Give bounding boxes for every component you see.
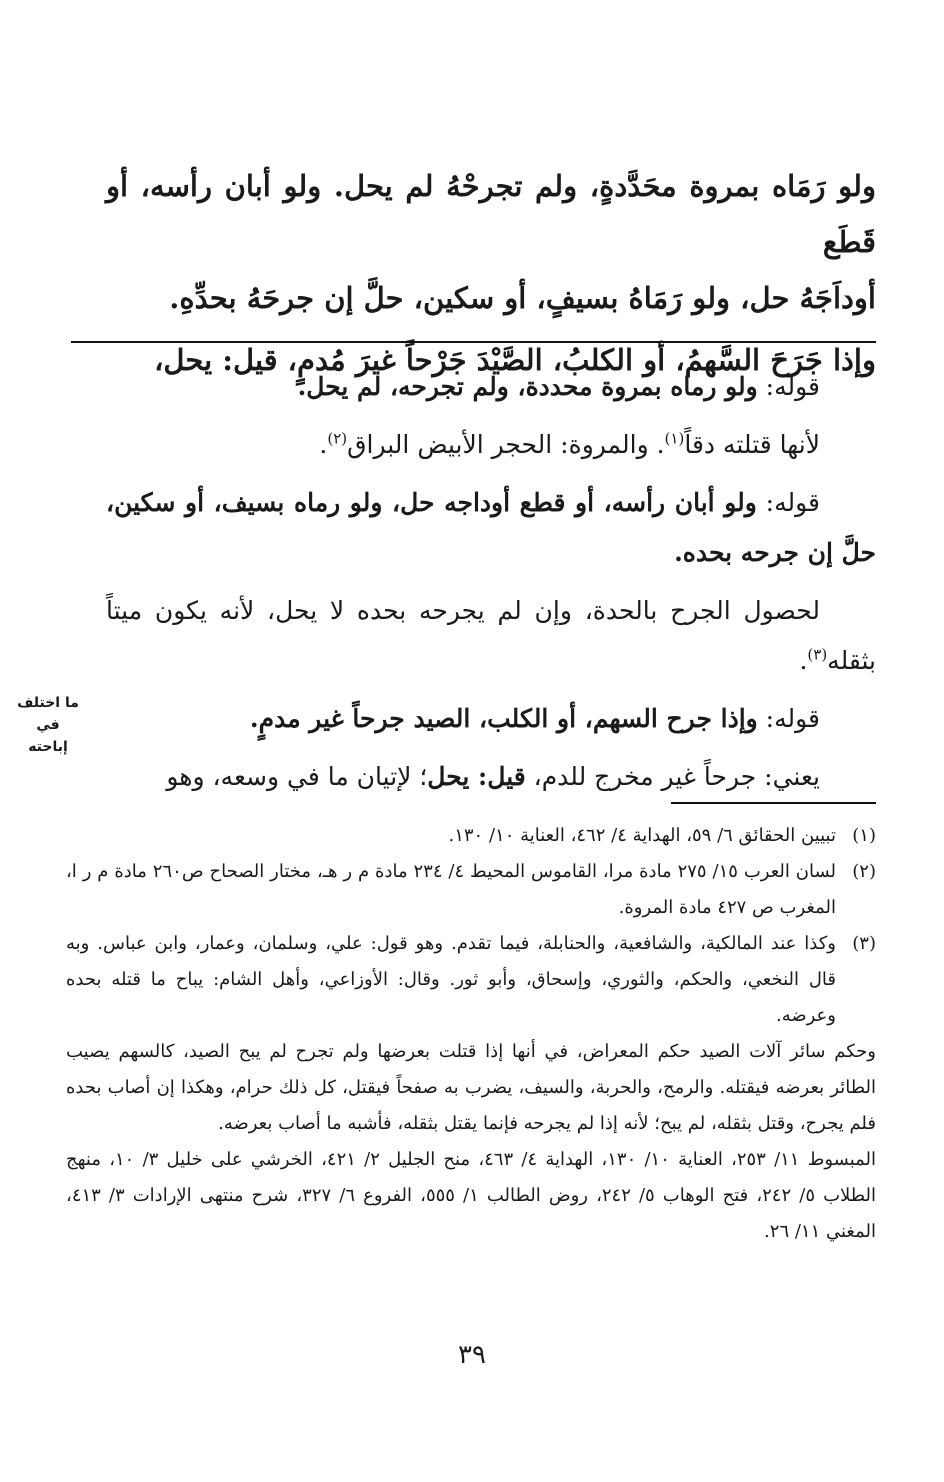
footnote-text: تبيين الحقائق ٦/ ٥٩، الهداية ٤/ ٤٦٢، العناية ١٠/ ١٣٠. — [448, 825, 836, 846]
footnotes-block — [66, 818, 876, 1250]
margin-heading-line: ما اختلف — [17, 695, 79, 711]
quote-prefix: قوله: — [757, 704, 820, 733]
commentary-paragraph — [106, 694, 876, 744]
footnote — [66, 818, 876, 854]
footnote-number: (١) — [852, 825, 876, 846]
commentary-paragraph — [106, 752, 876, 802]
quoted-text: وإذا جرح السهم، أو الكلب، الصيد جرحاً غير مدمٍ. — [249, 704, 758, 733]
footnote-divider — [671, 802, 876, 804]
footnote-text: المبسوط ١١/ ٢٥٣، العناية ١٠/ ١٣٠، الهداية ٤/ ٤٦٣، منح الجليل ٢/ ٤٢١، الخرشي على خليل ٣/ ١٠، منهج الطلاب ٥/ ٢٤٢، فتح الوهاب ٥/ ٢٤٢، روض الطالب ١/ ٥٥٥، الفروع ٦/ ٣٢٧، شرح منتهى الإرادات ٣/ ٤١٣، المغني ١١/ ٢٦. — [66, 1149, 877, 1242]
quoted-text: ولو رماه بمروة محددة، ولم تجرحه، لم يحل. — [297, 372, 758, 401]
commentary-text: . — [799, 646, 808, 675]
footnote — [66, 926, 876, 1250]
quoted-text: قيل: يحل — [427, 762, 526, 791]
main-text-line: أوداَجَهُ حل، ولو رَمَاهُ بسيفٍ، أو سكين، حلَّ إن جرحَهُ بحدِّهِ. — [169, 281, 876, 315]
commentary-text: لحصول الجرح بالحدة، وإن لم يجرحه بحده لا يحل، لأنه يكون ميتاً بثقله — [106, 596, 876, 675]
commentary-paragraph — [106, 586, 876, 686]
main-text-line: وإذا جَرَحَ السَّهمُ، أو الكلبُ، الصَّيْدَ جَرْحاً غيرَ مُدمٍ، قيل: يحل، — [154, 343, 876, 377]
footnote-number: (٣) — [852, 933, 876, 954]
quoted-text: ولو أبان رأسه، أو قطع أوداجه حل، ولو رماه بسيف، أو سكين، حلَّ إن جرحه بحده. — [106, 488, 876, 567]
commentary-paragraph — [106, 420, 876, 470]
margin-heading-line: في — [36, 717, 60, 733]
footnote-text: وكذا عند المالكية، والشافعية، والحنابلة، فيما تقدم. وهو قول: علي، وسلمان، وعمار، وابن عباس. وبه قال النخعي، والحكم، والثوري، وإسحاق، وأبو ثور. وقال: الأوزاعي، وأهل الشام: يباح ما قتله بحده وعرضه. — [66, 933, 836, 1026]
commentary-text: ؛ لإتيان ما في وسعه، وهو — [166, 762, 428, 791]
quote-prefix: قوله: — [757, 372, 820, 401]
commentary-text: يعني: جرحاً غير مخرج للدم، — [525, 762, 820, 791]
footnote-ref: (٢) — [327, 429, 348, 448]
commentary-paragraph — [106, 362, 876, 412]
footnote-text: وحكم سائر آلات الصيد حكم المعراض، في أنها إذا قتلت بعرضها ولم تجرح لم يبح الصيد، كالسهم يصيب الطائر بعرضه فيقتله. والرمح، والحربة، والسيف، يضرب به صفحاً فيقتل، كل ذلك حرام، وهكذا إن أصاب بحده فلم يجرح، وقتل بثقله، لم يبح؛ لأنه إذا لم يجرحه فإنما يقتل بثقله، فأشبه ما أصاب بعرضه. — [66, 1041, 876, 1134]
footnote-ref: (٣) — [807, 645, 828, 664]
commentary-text: . والمروة: الحجر الأبيض البراق — [347, 430, 665, 459]
footnote-number: (٢) — [852, 861, 876, 882]
main-text-line: ولو رَمَاه بمروة محَدَّدةٍ، ولم تجرحْهُ لم يحل. ولو أبان رأسه، أو قَطَع — [106, 169, 876, 259]
commentary-text: . — [319, 430, 328, 459]
section-divider — [71, 341, 876, 343]
quote-prefix: قوله: — [756, 488, 820, 517]
footnote — [66, 854, 876, 926]
footnote-text: لسان العرب ١٥/ ٢٧٥ مادة مرا، القاموس المحيط ٤/ ٢٣٤ مادة م ر هـ، مختار الصحاح ص٢٦٠ مادة م ر ا، المغرب ص ٤٢٧ مادة المروة. — [66, 861, 836, 918]
commentary-text: لأنها قتلته دقاً — [684, 430, 820, 459]
margin-heading-line: إباحته — [28, 739, 68, 755]
margin-heading — [6, 692, 90, 758]
footnote-ref: (١) — [664, 429, 685, 448]
main-text-block — [106, 158, 876, 388]
commentary-block — [106, 362, 876, 810]
commentary-paragraph — [106, 478, 876, 578]
page-number: ٣٩ — [458, 1340, 486, 1370]
